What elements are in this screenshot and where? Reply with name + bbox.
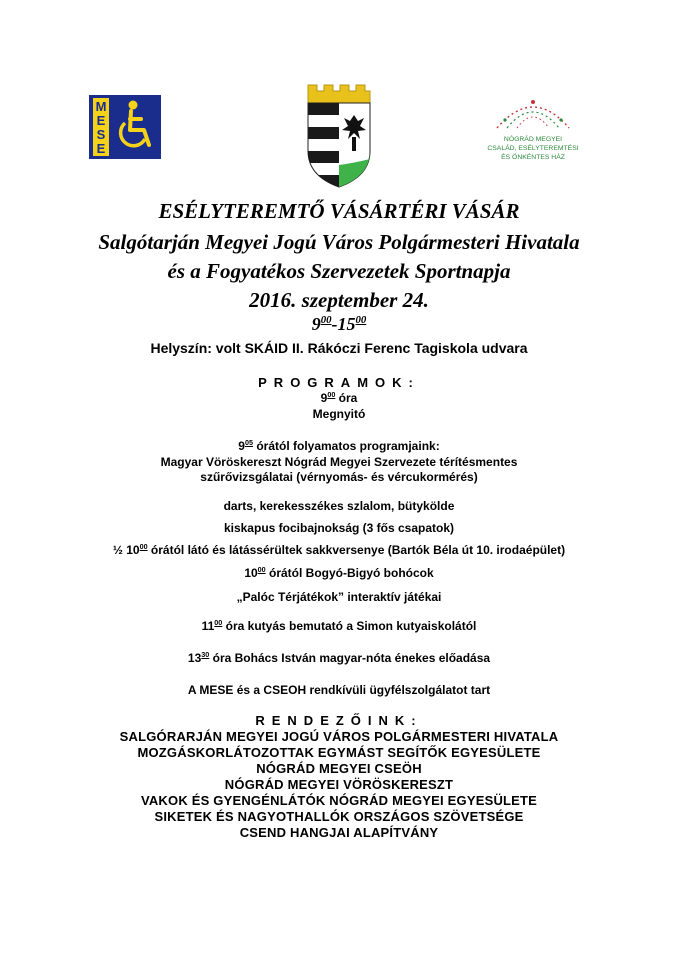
organizers-heading: RENDEZŐINK: [255, 713, 423, 728]
redcross-line-2: szűrővizsgálatai (vérnyomás- és vércukormérés) [200, 470, 478, 484]
song-text: óra Bohács István magyar-nóta énekes előadása [209, 651, 491, 665]
opening-time [0, 391, 678, 405]
organizer-item: CSEND HANGJAI ALAPÍTVÁNY [239, 825, 439, 840]
redcross-line-1: Magyar Vöröskereszt Nógrád Megyei Szervezete térítésmentes [160, 455, 518, 469]
arc-dots-icon [485, 90, 581, 130]
event-time [0, 314, 678, 335]
coat-of-arms-icon [304, 81, 374, 189]
svg-text:E: E [96, 141, 106, 156]
header-line-2: Salgótarján Megyei Jogú Város Polgármesteri Hivatala [98, 230, 580, 254]
svg-text:M: M [95, 99, 107, 114]
cseoh-logo [485, 90, 581, 170]
cseoh-line-3: ÉS ÖNKÉNTES HÁZ [501, 154, 565, 161]
opening-hour: 9 [320, 391, 328, 405]
organizer-item: NÓGRÁD MEGYEI VÖRÖSKERESZT [224, 777, 454, 792]
dog-hour: 11 [201, 619, 215, 633]
program-clowns [0, 566, 678, 580]
chess-hour: ½ 10 [112, 543, 140, 557]
cont-min: 05 [244, 438, 253, 447]
organizer-item: MOZGÁSKORLÁTOZOTTAK EGYMÁST SEGÍTŐK EGYESÜLETE [137, 745, 541, 760]
dog-min: 00 [214, 618, 223, 627]
mese-logo [89, 95, 161, 159]
venue: Helyszín: volt SKÁID II. Rákóczi Ferenc Tagiskola udvara [150, 340, 528, 356]
program-paloc: „Palóc Térjátékok” interaktív játékai [236, 590, 442, 604]
cseoh-line-2: CSALÁD, ESÉLYTEREMTÉSI [487, 145, 579, 152]
event-title: ESÉLYTEREMTŐ VÁSÁRTÉRI VÁSÁR [158, 199, 520, 223]
time-start-hour: 9 [311, 314, 321, 334]
continuous-programs [0, 439, 678, 453]
organizer-item: VAKOK ÉS GYENGÉNLÁTÓK NÓGRÁD MEGYEI EGYESÜLETE [140, 793, 538, 808]
program-chess [0, 543, 678, 557]
clown-min: 00 [257, 565, 266, 574]
cont-hour: 9 [238, 439, 245, 453]
header-line-3: és a Fogyatékos Szervezetek Sportnapja [167, 259, 511, 283]
program-darts: darts, kerekesszékes szlalom, bütykölde [223, 499, 455, 513]
organizer-item: SALGÓRARJÁN MEGYEI JOGÚ VÁROS POLGÁRMESTERI HIVATALA [119, 729, 559, 744]
program-service: A MESE és a CSEOH rendkívüli ügyfélszolgálatot tart [187, 683, 491, 697]
clown-text: órától Bogyó-Bigyó bohócok [265, 566, 434, 580]
organizer-item: NÓGRÁD MEGYEI CSEÖH [256, 761, 422, 776]
organizer-item: SIKETEK ÉS NAGYOTHALLÓK ORSZÁGOS SZÖVETSÉGE [154, 809, 524, 824]
program-dog-show [0, 619, 678, 633]
svg-text:E: E [96, 113, 106, 128]
cont-suffix: órától folyamatos programjaink: [252, 439, 440, 453]
opening-label: Megnyitó [312, 407, 366, 421]
time-end-min: 00 [355, 314, 367, 326]
program-heading: PROGRAMOK: [258, 375, 420, 390]
chess-text: órától látó és látássérültek sakkversenye (Bartók Béla út 10. irodaépület) [147, 543, 566, 557]
clown-hour: 10 [244, 566, 258, 580]
event-date: 2016. szeptember 24. [249, 288, 429, 312]
svg-text:S: S [96, 127, 106, 142]
song-min: 30 [201, 650, 210, 659]
dog-text: óra kutyás bemutató a Simon kutyaiskolától [222, 619, 477, 633]
wheelchair-icon [89, 95, 161, 159]
time-end-hour: -15 [331, 314, 356, 334]
program-song [0, 651, 678, 665]
time-start-min: 00 [320, 314, 332, 326]
chess-min: 00 [139, 542, 148, 551]
program-foci: kiskapus focibajnokság (3 fős csapatok) [223, 521, 455, 535]
opening-suffix: óra [335, 391, 358, 405]
song-hour: 13 [187, 651, 202, 665]
opening-min: 00 [327, 390, 336, 399]
cseoh-line-1: NÓGRÁD MEGYEI [503, 136, 563, 143]
